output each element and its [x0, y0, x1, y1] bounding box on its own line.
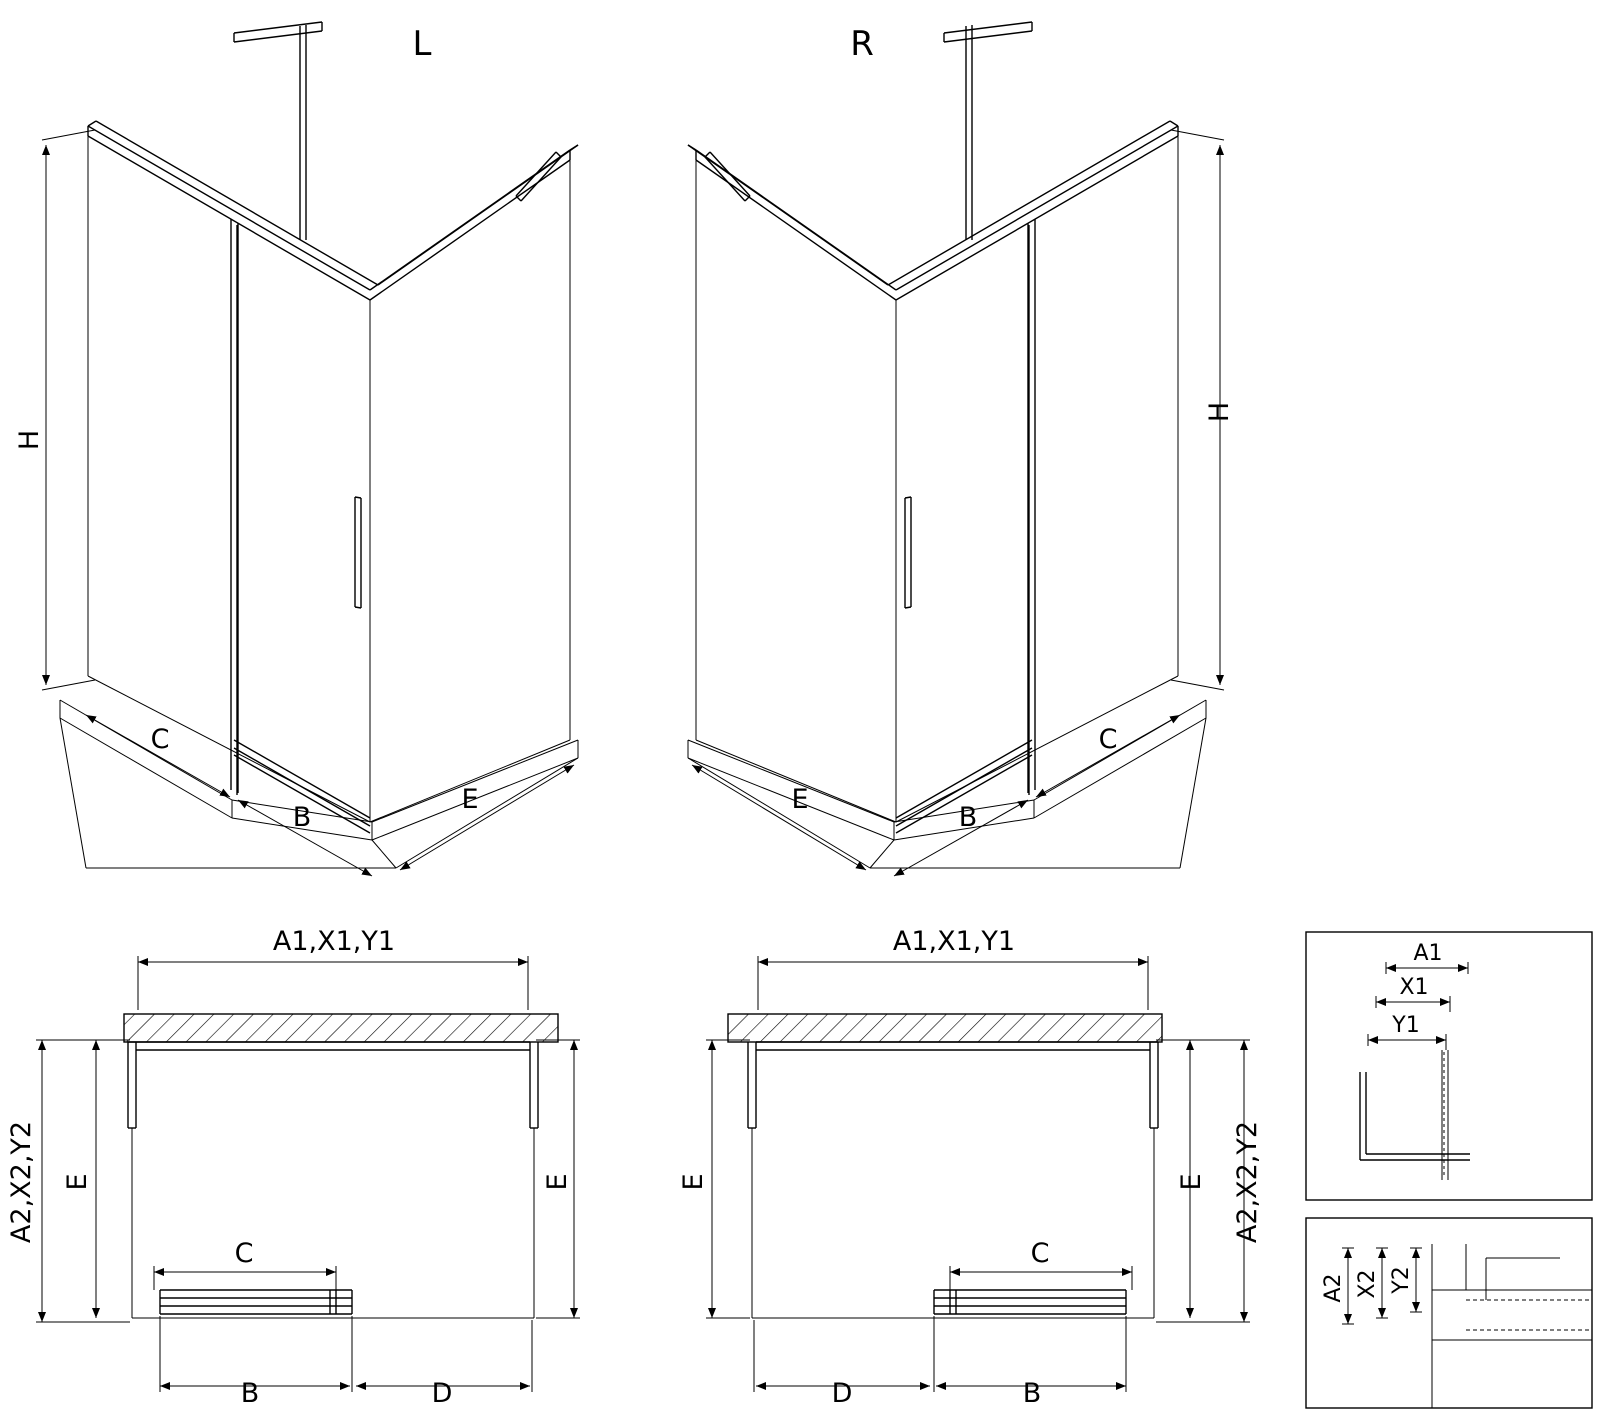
- plan-left-wall: [124, 1014, 558, 1042]
- plan-left-inner-right-dimension: E: [542, 1173, 573, 1191]
- iso-right-variant-label: R: [850, 24, 874, 64]
- iso-right-door-label: B: [958, 802, 978, 833]
- iso-left-fixed-panel-label: C: [150, 724, 170, 755]
- iso-left-height-label: H: [14, 429, 45, 451]
- detail-bottom-dim-x2: X2: [1355, 1269, 1380, 1299]
- detail-top-dim-a1: A1: [1413, 941, 1443, 966]
- plan-right-door-dimension: B: [1022, 1378, 1042, 1409]
- plan-right-side-dimension: A2,X2,Y2: [1232, 1120, 1263, 1244]
- iso-left-side-label: E: [461, 784, 479, 815]
- plan-right-inner-right-dimension: E: [1176, 1173, 1207, 1191]
- plan-left-inner-left-dimension: E: [62, 1173, 93, 1191]
- detail-top-dim-y1: Y1: [1392, 1013, 1420, 1038]
- iso-left-variant-label: L: [412, 24, 432, 64]
- plan-right-fixed-panel-dimension: C: [1030, 1238, 1050, 1269]
- plan-right-top-dimension: A1,X1,Y1: [892, 926, 1016, 957]
- iso-right-side-label: E: [791, 784, 809, 815]
- plan-view-right: [678, 926, 1263, 1409]
- plan-left-fixed-panel-dimension: C: [234, 1238, 254, 1269]
- detail-view-top: [1306, 932, 1592, 1200]
- plan-left-top-dimension: A1,X1,Y1: [272, 926, 396, 957]
- detail-bottom-frame: [1306, 1218, 1592, 1408]
- detail-top-dim-x1: X1: [1399, 975, 1429, 1000]
- iso-right-height-label: H: [1204, 401, 1235, 423]
- plan-left-opening-dimension: D: [431, 1378, 453, 1409]
- plan-right-inner-left-dimension: E: [678, 1173, 709, 1191]
- iso-right-fixed-panel-label: C: [1098, 724, 1118, 755]
- plan-right-wall: [728, 1014, 1162, 1042]
- iso-view-left: [14, 22, 578, 876]
- plan-left-side-dimension: A2,X2,Y2: [6, 1120, 37, 1244]
- detail-view-bottom: [1306, 1218, 1592, 1408]
- detail-bottom-dim-a2: A2: [1321, 1273, 1346, 1303]
- plan-right-opening-dimension: D: [831, 1378, 853, 1409]
- plan-left-door-dimension: B: [240, 1378, 260, 1409]
- iso-left-door-label: B: [292, 802, 312, 833]
- plan-view-left: [6, 926, 580, 1409]
- detail-bottom-dim-y2: Y2: [1389, 1266, 1414, 1294]
- iso-view-right: [688, 22, 1235, 876]
